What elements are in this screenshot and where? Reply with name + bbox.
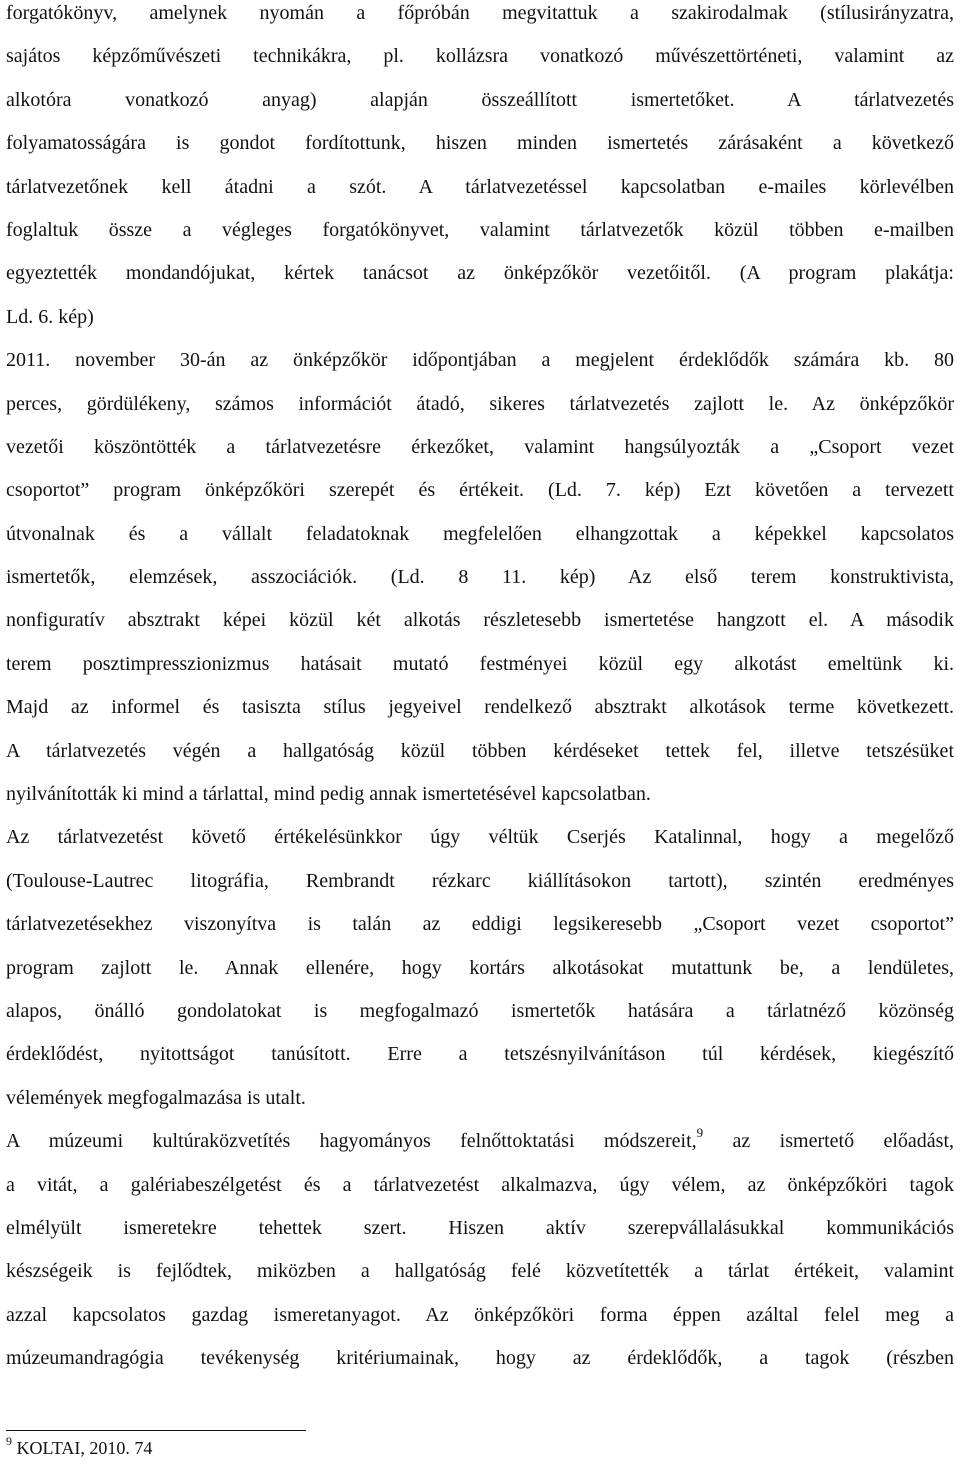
text-line: Ld. 6. kép) — [6, 305, 94, 328]
text-span: az ismertető előadást, — [703, 1130, 954, 1153]
text-line: alkotóra vonatkozó anyag) alapján összeállított ismertetőket. A tárlatvezetés — [6, 88, 954, 111]
text-line: azzal kapcsolatos gazdag ismeretanyagot. Az önképzőköri forma éppen azáltal felel meg a — [6, 1303, 954, 1326]
text-line: vezetői köszöntötték a tárlatvezetésre érkezőket, valamint hangsúlyozták a „Csoport vezet — [6, 435, 954, 458]
text-line: érdeklődést, nyitottságot tanúsított. Erre a tetszésnyilvánításon túl kérdések, kiegészítő — [6, 1043, 954, 1066]
text-line: nyilvánították ki mind a tárlattal, mind pedig annak ismertetésével kapcsolatban. — [6, 783, 651, 806]
footnote-marker: 9 — [6, 1434, 12, 1448]
footnote-reference[interactable]: 9 — [696, 1124, 704, 1140]
paragraph — [6, 347, 954, 824]
paragraph — [6, 1124, 954, 1388]
text-line: foglaltuk össze a végleges forgatókönyvet, valamint tárlatvezetők közül többen e-mailben — [6, 218, 954, 241]
text-line: forgatókönyv, amelynek nyomán a főpróbán megvitattuk a szakirodalmak (stílusirányzatra, — [6, 2, 954, 24]
text-span: A múzeumi kultúraközvetítés hagyományos felnőttoktatási módszereit, — [6, 1130, 697, 1153]
text-line: perces, gördülékeny, számos információt átadó, sikeres tárlatvezetés zajlott le. Az önképzőkör — [6, 392, 954, 415]
text-line: 2011. november 30-án az önképzőkör időpontjában a megjelent érdeklődők számára kb. 80 — [6, 349, 954, 372]
text-line: tárlatvezetőnek kell átadni a szót. A tárlatvezetéssel kapcsolatban e-mailes körlevélben — [6, 175, 954, 198]
text-line: csoportot” program önképzőköri szerepét és értékeit. (Ld. 7. kép) Ezt követően a tervezett — [6, 479, 954, 502]
text-line: vélemények megfogalmazása is utalt. — [6, 1086, 306, 1109]
text-line: Az tárlatvezetést követő értékelésünkkor úgy véltük Cserjés Katalinnal, hogy a megelőző — [6, 826, 954, 849]
text-line: program zajlott le. Annak ellenére, hogy kortárs alkotásokat mutattunk be, a lendületes, — [6, 956, 954, 979]
paragraph — [6, 0, 954, 347]
text-line: ismertetők, elemzések, asszociációk. (Ld. 8 11. kép) Az első terem konstruktivista, — [6, 566, 954, 589]
text-line: útvonalnak és a vállalt feladatoknak megfelelően elhangzottak a képekkel kapcsolatos — [6, 522, 954, 545]
text-line: nonfiguratív absztrakt képei közül két alkotás részletesebb ismertetése hangzott el. A második — [6, 609, 954, 632]
text-line: folyamatosságára is gondot fordítottunk, hiszen minden ismertetés zárásaként a következő — [6, 132, 954, 155]
document-body — [6, 0, 954, 1389]
text-line: terem posztimpresszionizmus hatásait mutató festményei közül egy alkotást emeltünk ki. — [6, 652, 954, 675]
text-line: egyeztették mondandójukat, kértek tanácsot az önképzőkör vezetőitől. (A program plakátja: — [6, 262, 954, 285]
text-line: készségeik is fejlődtek, miközben a hallgatóság felé közvetítették a tárlat értékeit, valamint — [6, 1260, 954, 1283]
text-line: múzeumandragógia tevékenység kritériumainak, hogy az érdeklődők, a tagok (részben — [6, 1347, 954, 1370]
footnote-text: KOLTAI, 2010. 74 — [12, 1438, 153, 1458]
paragraph — [6, 824, 954, 1128]
text-line: a vitát, a galériabeszélgetést és a tárlatvezetést alkalmazva, úgy vélem, az önképzőköri tagok — [6, 1173, 954, 1196]
text-line: A tárlatvezetés végén a hallgatóság közül többen kérdéseket tettek fel, illetve tetszésüket — [6, 739, 954, 762]
text-line: elmélyült ismeretekre tehettek szert. Hiszen aktív szerepvállalásukkal kommunikációs — [6, 1216, 954, 1239]
text-line: sajátos képzőművészeti technikákra, pl. kollázsra vonatkozó művészettörténeti, valamint az — [6, 45, 954, 68]
text-line: tárlatvezetésekhez viszonyítva is talán az eddigi legsikeresebb „Csoport vezet csoportot” — [6, 913, 954, 936]
text-line: Majd az informel és tasiszta stílus jegyeivel rendelkező absztrakt alkotások terme következett. — [6, 696, 954, 719]
text-line: (Toulouse-Lautrec litográfia, Rembrandt rézkarc kiállításokon tartott), szintén eredményes — [6, 869, 954, 892]
footnote-separator — [6, 1430, 306, 1431]
text-line: alapos, önálló gondolatokat is megfogalmazó ismertetők hatására a tárlatnéző közönség — [6, 999, 954, 1022]
text-line — [6, 1124, 954, 1171]
footnote — [6, 1436, 152, 1460]
